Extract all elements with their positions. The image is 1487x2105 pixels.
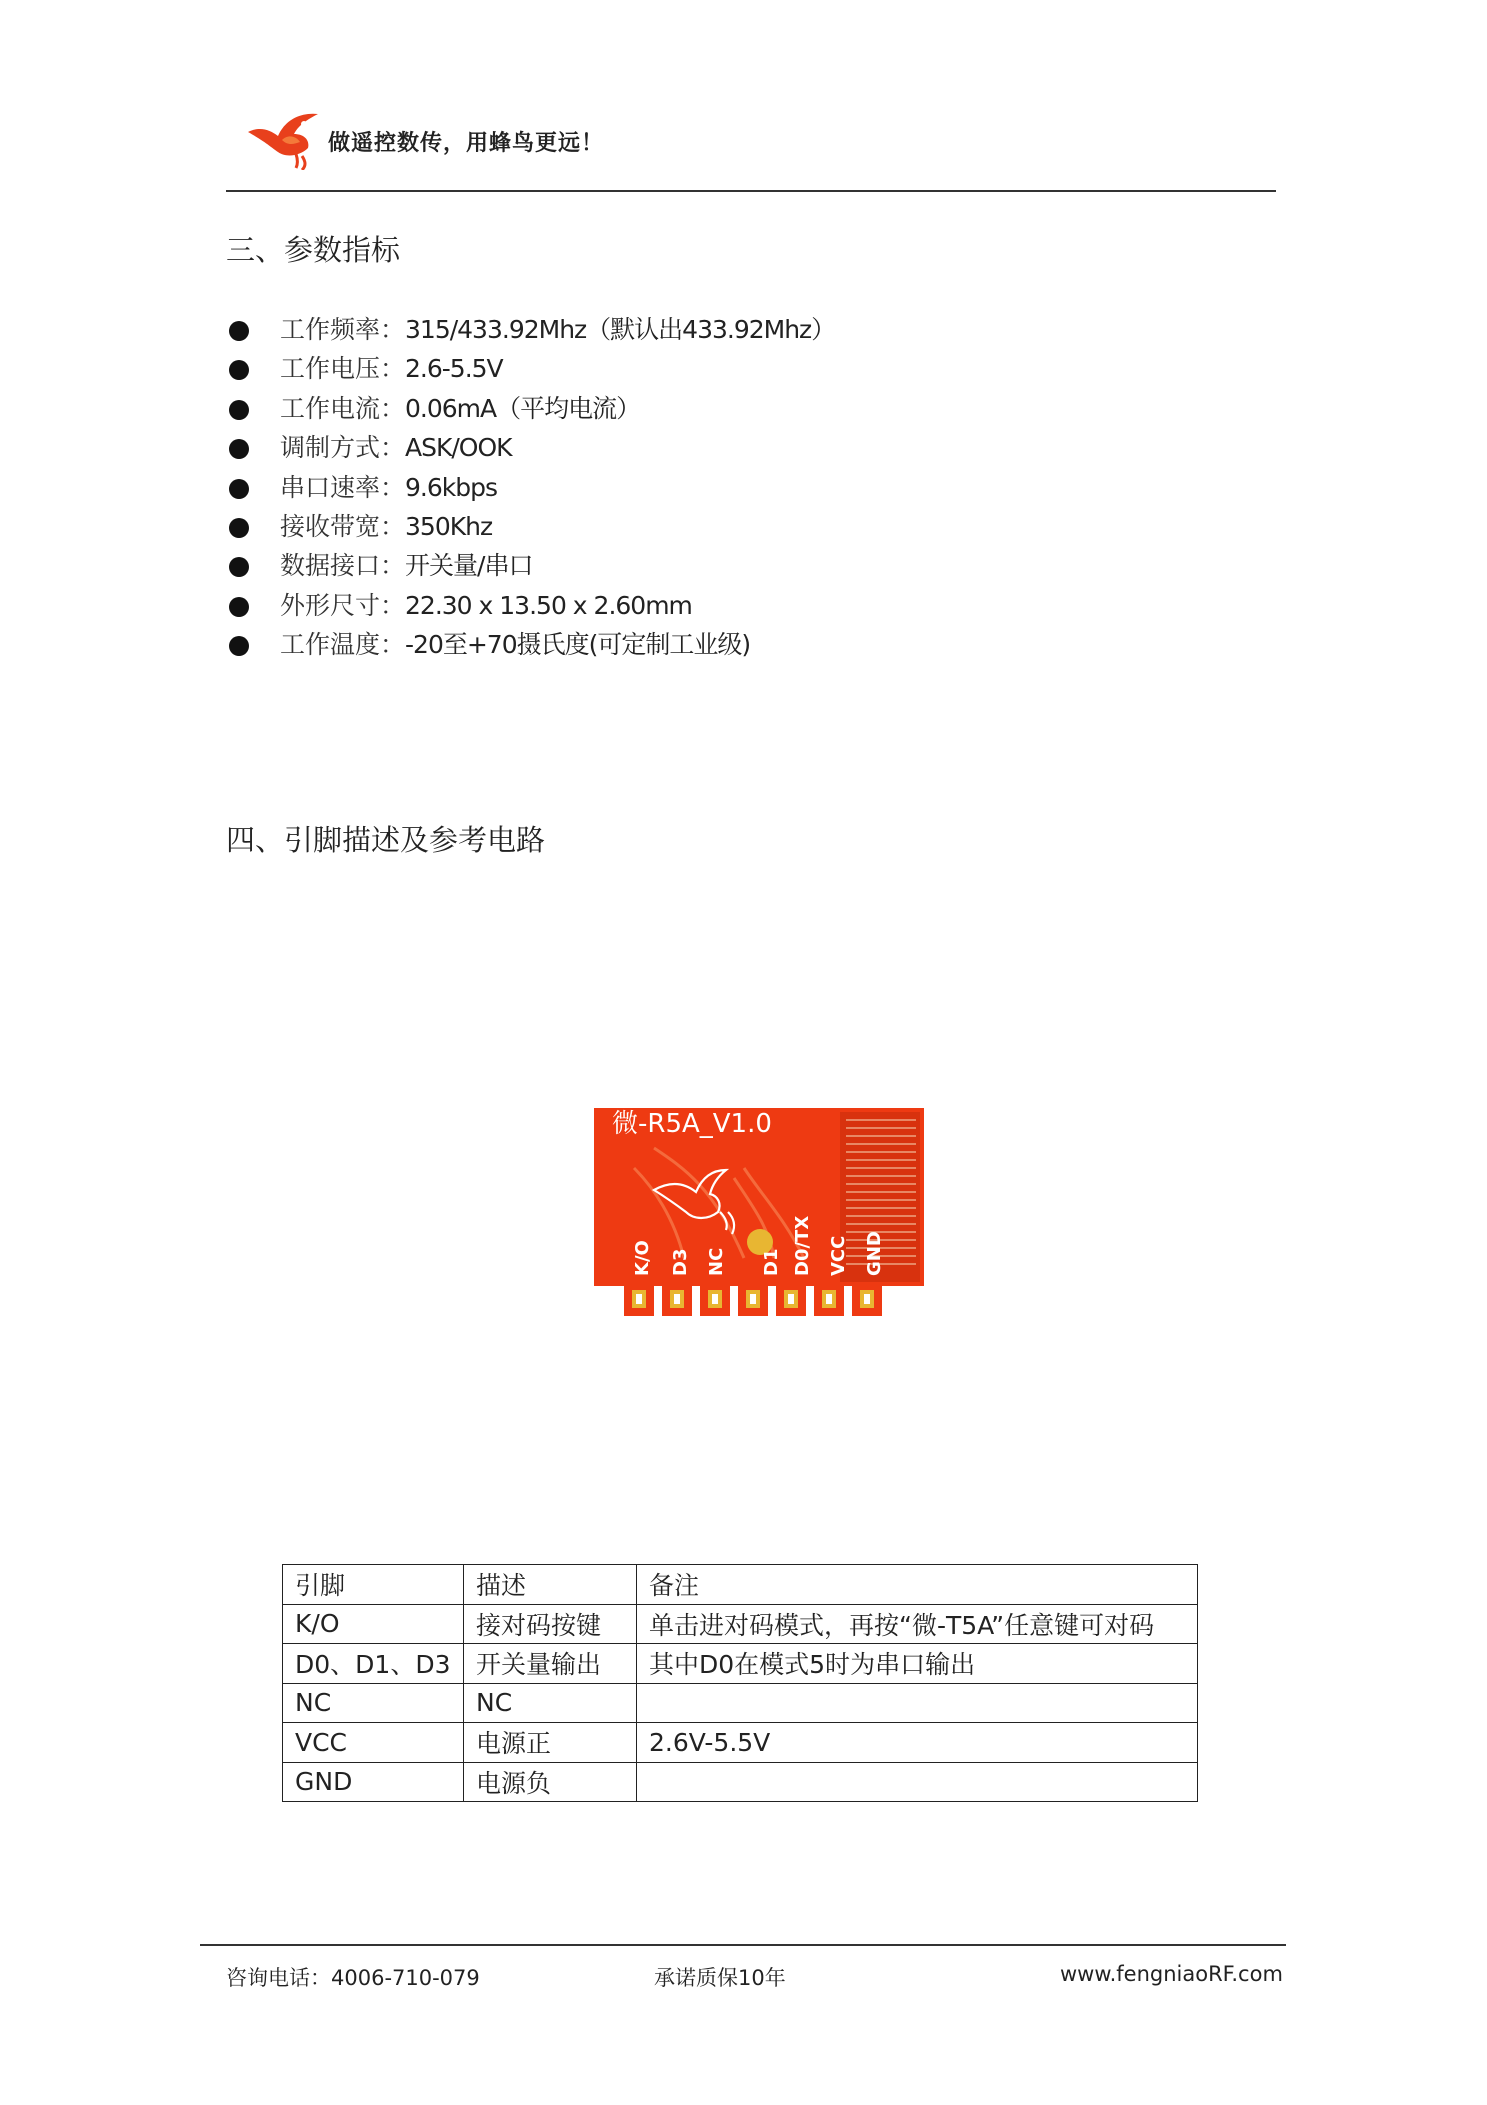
table-cell: VCC [283,1723,464,1763]
list-item [226,546,835,585]
section-title-pinout: 四、引脚描述及参考电路 [226,823,546,857]
table-cell: D0、D1、D3 [283,1644,464,1684]
bullet-icon [229,636,249,656]
module-board-image [594,1108,924,1318]
param-value: ASK/OOK [405,433,512,463]
hummingbird-logo-icon [244,104,324,170]
param-label: 工作频率： [280,315,406,344]
bullet-icon [229,557,249,577]
table-cell: 开关量输出 [464,1644,637,1684]
list-item [226,310,835,349]
section-title-parameters: 三、参数指标 [226,233,401,267]
bullet-icon [229,597,249,617]
param-label: 工作温度： [280,630,406,660]
list-item [226,468,835,507]
board-pin-label: K/O [632,1240,653,1276]
table-cell: 单击进对码模式，再按“微-T5A”任意键可对码 [637,1604,1198,1644]
bullet-icon [229,360,249,380]
param-value: 22.30 x 13.50 x 2.60mm [405,590,692,620]
footer-website[interactable]: www.fengniaoRF.com [1060,1962,1283,1986]
page-header [244,104,1274,170]
board-pin-label: D3 [670,1248,691,1276]
param-label: 工作电压： [280,354,406,384]
table-cell: 接对码按键 [464,1604,637,1644]
board-pin-label: D1 [761,1248,782,1276]
footer-divider [200,1944,1286,1946]
bullet-icon [229,400,249,420]
list-item [226,389,835,428]
board-pin-label: GND [864,1231,885,1276]
bullet-icon [229,321,249,341]
bullet-icon [229,479,249,499]
table-cell [637,1683,1198,1723]
param-value: 0.06mA（平均电流） [405,393,641,423]
param-label: 外形尺寸： [280,590,406,620]
param-label: 数据接口： [280,551,406,581]
list-item [226,349,835,388]
pin-description-table [282,1564,1198,1802]
list-item [226,428,835,467]
board-pin-label: D0/TX [792,1215,813,1276]
table-header-cell: 备注 [637,1565,1198,1605]
table-cell: 2.6V-5.5V [637,1723,1198,1763]
table-cell: NC [464,1683,637,1723]
table-cell: 其中D0在模式5时为串口输出 [637,1644,1198,1684]
bullet-icon [229,439,249,459]
table-cell: GND [283,1762,464,1802]
parameter-list [226,310,835,665]
param-value: -20至+70摄氏度(可定制工业级) [405,630,751,660]
list-item [226,507,835,546]
table-header-cell: 描述 [464,1565,637,1605]
list-item [226,625,835,664]
table-row [283,1604,1198,1644]
param-value: 开关量/串口 [405,551,533,581]
table-cell: 电源正 [464,1723,637,1763]
table-row [283,1683,1198,1723]
board-pin-label: NC [706,1247,727,1276]
param-label: 调制方式： [280,433,406,463]
board-pin-label: VCC [828,1235,849,1276]
footer-promise: 承诺质保10年 [654,1966,786,1990]
footer-phone: 咨询电话：4006-710-079 [226,1966,480,1990]
table-header-row [283,1565,1198,1605]
param-value: 315/433.92Mhz（默认出433.92Mhz） [405,315,836,344]
header-divider [226,190,1276,192]
param-value: 9.6kbps [405,472,498,502]
pin-pads [624,1286,882,1316]
table-cell: NC [283,1683,464,1723]
param-value: 350Khz [405,511,493,541]
header-slogan: 做遥控数传，用蜂鸟更远！ [328,131,605,156]
bullet-icon [229,518,249,538]
param-label: 工作电流： [280,393,406,423]
list-item [226,586,835,625]
table-header-cell: 引脚 [283,1565,464,1605]
board-title-text: 微-R5A_V1.0 [612,1109,772,1139]
table-row [283,1644,1198,1684]
table-row [283,1723,1198,1763]
table-cell [637,1762,1198,1802]
param-value: 2.6-5.5V [405,354,503,384]
param-label: 串口速率： [280,472,406,502]
param-label: 接收带宽： [280,511,406,541]
table-cell: 电源负 [464,1762,637,1802]
table-row [283,1762,1198,1802]
table-cell: K/O [283,1604,464,1644]
